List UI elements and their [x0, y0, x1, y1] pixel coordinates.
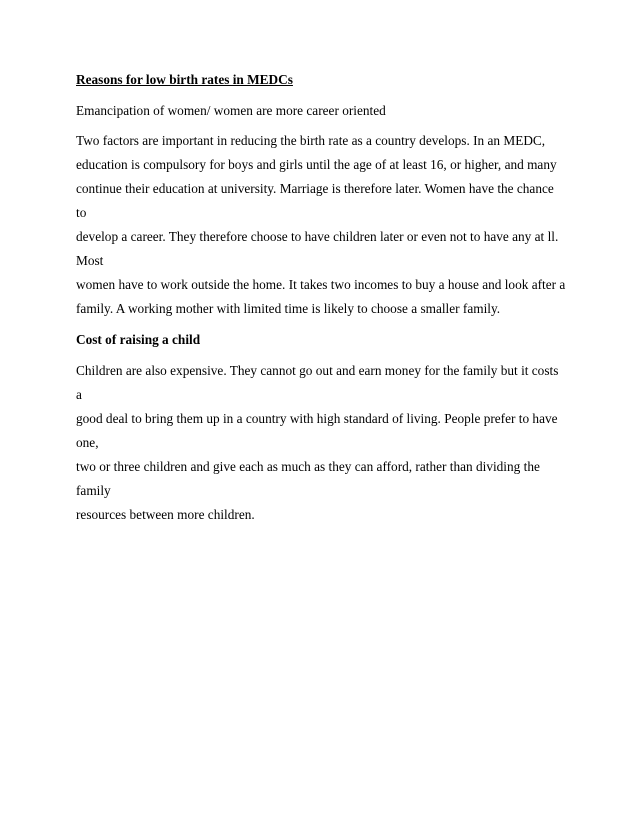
body-line: two or three children and give each as much as they can afford, rather than dividing the family	[76, 459, 540, 498]
body-line: develop a career. They therefore choose to have children later or even not to have any at ll. Most	[76, 229, 559, 268]
document-title: Reasons for low birth rates in MEDCs	[76, 72, 293, 87]
body-line: women have to work outside the home. It takes two incomes to buy a house and look after a	[76, 277, 566, 292]
body-line: education is compulsory for boys and girls until the age of at least 16, or higher, and many	[76, 157, 557, 172]
section-heading-cost: Cost of raising a child	[76, 332, 201, 347]
document-subtitle: Emancipation of women/ women are more career oriented	[76, 103, 386, 118]
section-cost-body	[76, 359, 566, 527]
body-line: Two factors are important in reducing the birth rate as a country develops. In an MEDC,	[76, 133, 546, 148]
body-line: Children are also expensive. They cannot go out and earn money for the family but it costs a	[76, 363, 559, 402]
section-emancipation-body	[76, 129, 566, 321]
document-page	[76, 66, 566, 527]
body-line: good deal to bring them up in a country with high standard of living. People prefer to have one,	[76, 411, 558, 450]
body-line: continue their education at university. Marriage is therefore later. Women have the chance to	[76, 181, 554, 220]
body-line: family. A working mother with limited time is likely to choose a smaller family.	[76, 301, 501, 316]
body-line: resources between more children.	[76, 507, 255, 522]
